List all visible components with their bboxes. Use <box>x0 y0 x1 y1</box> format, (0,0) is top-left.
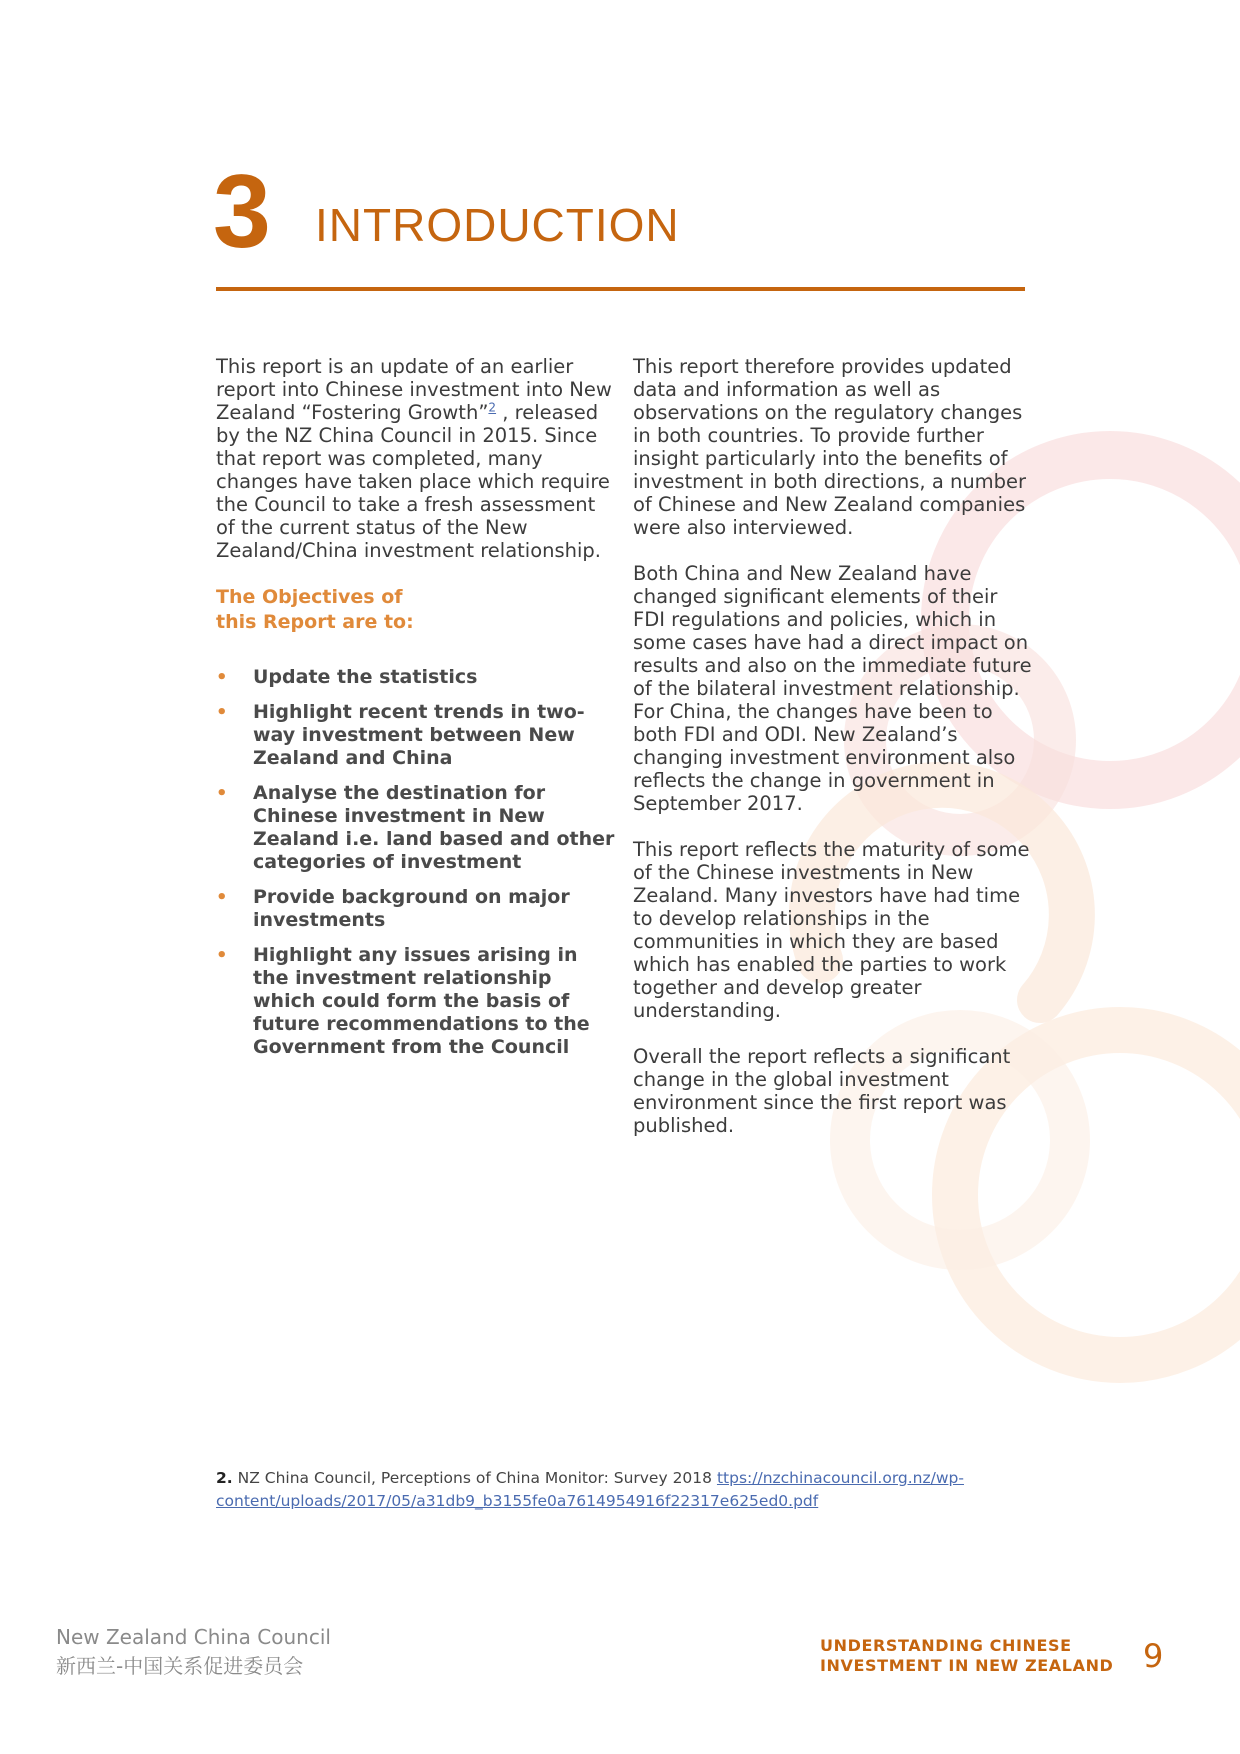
organization-name-chinese: 新西兰-中国关系促进委员会 <box>56 1654 304 1678</box>
objective-item <box>216 782 616 874</box>
running-title-line-1: UNDERSTANDING CHINESE <box>820 1636 1072 1655</box>
left-column <box>216 355 616 1071</box>
bullet-icon: • <box>216 887 228 908</box>
bullet-icon: • <box>216 702 228 723</box>
intro-text-end: , released by the NZ China Council in 2015. Since that report was completed, many changes have taken place which require the Council to take a fresh assessment of the current status of the New Zealand/China investment relationship. <box>216 401 610 562</box>
objective-item <box>216 944 616 1059</box>
running-title <box>820 1636 1113 1676</box>
objective-item <box>216 666 616 689</box>
running-title-line-2: INVESTMENT IN NEW ZEALAND <box>820 1656 1114 1675</box>
footnote-number: 2. <box>216 1469 233 1487</box>
chapter-number: 3 <box>213 154 271 270</box>
body-paragraph: Overall the report reflects a significant change in the global investment environment since the first report was published. <box>633 1045 1011 1137</box>
objective-text: Highlight any issues arising in the investment relationship which could form the basis of future recommendations to the Government from the Council <box>253 944 590 1058</box>
footnote-text: NZ China Council, Perceptions of China Monitor: Survey 2018 <box>237 1469 717 1487</box>
objective-text: Provide background on major investments <box>253 886 570 931</box>
footnote-url-link[interactable]: ttps://nzchinacouncil.org.nz/wp-content/uploads/2017/05/a31db9_b3155fe0a7614954916f22317e625ed0.pdf <box>216 1469 964 1510</box>
objectives-heading-line-2: this Report are to: <box>216 611 414 633</box>
right-column <box>633 355 1033 1160</box>
body-paragraph: Both China and New Zealand have changed significant elements of their FDI regulations and policies, which in some cases have had a direct impact on results and also on the immediate future of the bilateral investment relationship. For China, the changes have been to both FDI and ODI. New Zealand’s changing investment environment also reflects the change in government in September 2017. <box>633 562 1032 815</box>
title-divider <box>216 287 1025 291</box>
organization-name-english: New Zealand China Council <box>56 1625 331 1649</box>
footnote <box>216 1467 1016 1513</box>
objective-item <box>216 886 616 932</box>
objectives-heading <box>216 585 616 635</box>
objective-item <box>216 701 616 770</box>
intro-paragraph <box>216 355 616 562</box>
objectives-list <box>216 666 616 1059</box>
bullet-icon: • <box>216 783 228 804</box>
objective-text: Update the statistics <box>253 666 478 688</box>
chapter-title: INTRODUCTION <box>315 199 680 251</box>
objective-text: Highlight recent trends in two-way investment between New Zealand and China <box>253 701 585 769</box>
body-paragraph: This report reflects the maturity of some of the Chinese investments in New Zealand. Many investors have had time to develop relationships in the communities in which they are based which has enabled the parties to work together and develop greater understanding. <box>633 838 1030 1022</box>
intro-text-start: This report is an update of an earlier report into Chinese investment into New Zealand “Fostering Growth” <box>216 355 612 424</box>
objective-text: Analyse the destination for Chinese investment in New Zealand i.e. land based and other categories of investment <box>253 782 615 873</box>
objectives-heading-line-1: The Objectives of <box>216 586 403 608</box>
page-number: 9 <box>1143 1637 1164 1675</box>
body-paragraph: This report therefore provides updated data and information as well as observations on the regulatory changes in both countries. To provide further insight particularly into the benefits of investment in both directions, a number of Chinese and New Zealand companies were also interviewed. <box>633 355 1027 539</box>
bullet-icon: • <box>216 667 228 688</box>
bullet-icon: • <box>216 945 228 966</box>
footnote-reference-link[interactable]: 2 <box>488 400 497 415</box>
